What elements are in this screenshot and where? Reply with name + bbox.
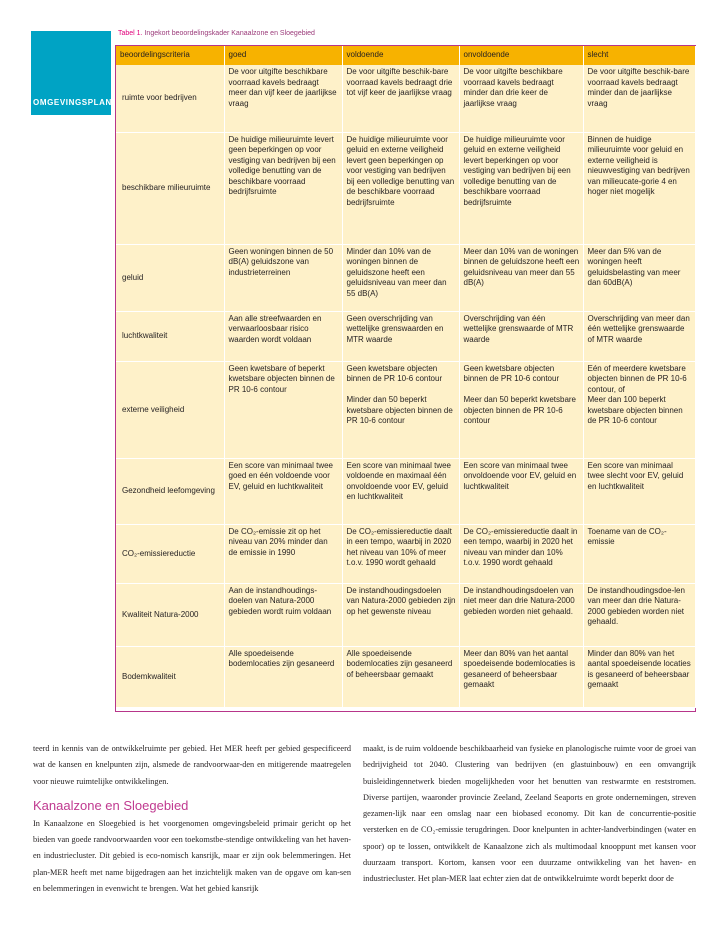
body-column-left — [33, 741, 351, 897]
caption-label: Tabel 1. — [118, 30, 143, 37]
rating-cell: De huidige milieuruimte levert geen beperkingen op voor vestiging van bedrijven bij een volledige benutting van de beschikbare voorraad bedrijfsruimte — [224, 132, 342, 244]
rating-cell: De voor uitgifte beschikbare voorraad kavels bedraagt meer dan vijf keer de jaarlijkse vraag — [224, 65, 342, 132]
table-header-row — [116, 46, 695, 65]
rating-cell: Een score van minimaal twee slecht voor EV, geluid en luchtkwaliteit — [583, 458, 695, 524]
body-column-right — [363, 741, 696, 888]
criterion-cell: ruimte voor bedrijven — [116, 65, 224, 132]
rating-cell: De instandhoudingsdoelen van niet meer dan drie Natura-2000 gebieden worden niet gehaald. — [459, 583, 583, 646]
rating-cell: Overschrijding van meer dan één wettelijke grenswaarde of MTR waarde — [583, 311, 695, 361]
rating-cell: De voor uitgifte beschik-bare voorraad kavels bedraagt minder dan de jaarlijkse vraag — [583, 65, 695, 132]
section-tab — [31, 31, 111, 115]
rating-cell: De huidige milieuruimte voor geluid en externe veiligheid levert beperkingen op voor vestiging van bedrijven bij een volledige benutting van de beschikbare voorraad bedrijfsruimte — [459, 132, 583, 244]
criterion-cell: Bodemkwaliteit — [116, 646, 224, 707]
table-row — [116, 458, 695, 524]
rating-cell: Een score van minimaal twee onvoldoende voor EV, geluid en luchtkwaliteit — [459, 458, 583, 524]
rating-cell: Overschrijding van één wettelijke grenswaarde of MTR waarde — [459, 311, 583, 361]
rating-cell: De voor uitgifte beschikbare voorraad kavels bedraagt minder dan drie keer de jaarlijkse vraag — [459, 65, 583, 132]
table-row — [116, 361, 695, 458]
rating-cell: Aan alle streefwaarden en verwaarloosbaar risico waarden wordt voldaan — [224, 311, 342, 361]
table-row — [116, 244, 695, 311]
rating-cell: Eén of meerdere kwetsbare objecten binnen de PR 10-6 contour, of Meer dan 100 beperkt kwetsbare objecten binnen de PR 10-6 contour — [583, 361, 695, 458]
rating-cell: Binnen de huidige milieuruimte voor geluid en externe veiligheid is nieuwvestiging van bedrijven van milieucate-gorie 4 en hoger niet mogelijk — [583, 132, 695, 244]
rating-cell: Een score van minimaal twee voldoende en maximaal één onvoldoende voor EV, geluid en luchtkwaliteit — [342, 458, 459, 524]
rating-cell: De CO₂-emissie zit op het niveau van 20% minder dan de emissie in 1990 — [224, 524, 342, 583]
table-row — [116, 646, 695, 707]
section-tab-label: OMGEVINGSPLAN — [33, 98, 112, 107]
rating-cell: Alle spoedeisende bodemlocaties zijn gesaneerd of beheersbaar gemaakt — [342, 646, 459, 707]
body-paragraph: In Kanaalzone en Sloegebied is het voorgenomen omgevingsbeleid primair gericht op het bieden van goede randvoorwaarden voor een toekomstbe-stendige ontwikkeling van het haven- en industriecluster. Dit gebied is eco-nomisch kansrijk, maar er zijn ook belemmeringen. Het plan-MER heeft met name bijgedragen aan het inzichtelijk maken van de opgave om kan-sen en belemmeringen in evenwicht te brengen. Wat het gebied kansrijk — [33, 818, 351, 894]
rating-cell: Toename van de CO₂-emissie — [583, 524, 695, 583]
rating-cell: Geen overschrijding van wettelijke grenswaarden en MTR waarde — [342, 311, 459, 361]
criterion-cell: externe veiligheid — [116, 361, 224, 458]
rating-cell: Geen kwetsbare objecten binnen de PR 10-6 contour Meer dan 50 beperkt kwetsbare objecten binnen de PR 10-6 contour — [459, 361, 583, 458]
rating-cell: De CO₂-emissiereductie daalt in een tempo, waarbij in 2020 het niveau van minder dan 10% t.o.v. 1990 wordt gehaald — [459, 524, 583, 583]
caption-text: Ingekort beoordelingskader Kanaalzone en Sloegebied — [144, 30, 315, 37]
assessment-table — [116, 46, 696, 708]
section-heading: Kanaalzone en Sloegebied — [33, 797, 189, 813]
criterion-cell: luchtkwaliteit — [116, 311, 224, 361]
criterion-cell: Kwaliteit Natura-2000 — [116, 583, 224, 646]
column-header: goed — [224, 46, 342, 65]
body-paragraph: maakt, is de ruim voldoende beschikbaarheid van fysieke en planologische ruimte voor de groei van bedrijvigheid tot 2040. Clustering van bedrijven (en glastuinbouw) en een omvangrijk buisleidingennetwerk bieden mogelijkheden voor het benutten van restwarmte en reststromen. Diverse partijen, waaronder provincie Zeeland, Zeeland Seaports en grote ondernemingen, streven gezamen-lijk naar een omslag naar een biobased economy. Dit kan de concurrentie-positie versterken en de CO₂-emissie terugdringen. Door knelpunten in achter-landverbindingen (water en spoor) op te lossen, ontwikkelt de Kanaalzone zich als multimodaal knooppunt met kansen voor duurzaam transport. Kortom, kansen voor een duurzame ontwikkeling van het haven- en industriecluster. Het plan-MER laat echter zien dat de ontwikkelruimte wordt beperkt door de — [363, 744, 696, 884]
rating-cell: Meer dan 5% van de woningen heeft geluidsbelasting van meer dan 60dB(A) — [583, 244, 695, 311]
criterion-cell: geluid — [116, 244, 224, 311]
rating-cell: De instandhoudingsdoe-len van meer dan drie Natura-2000 gebieden worden niet gehaald. — [583, 583, 695, 646]
rating-cell: Aan de instandhoudings-doelen van Natura-2000 gebieden wordt ruim voldaan — [224, 583, 342, 646]
table-row — [116, 524, 695, 583]
table-row — [116, 583, 695, 646]
table-row — [116, 132, 695, 244]
rating-cell: Geen kwetsbare of beperkt kwetsbare objecten binnen de PR 10-6 contour — [224, 361, 342, 458]
table-row — [116, 65, 695, 132]
intro-paragraph: teerd in kennis van de ontwikkelruimte per gebied. Het MER heeft per gebied gespecificeerd wat de kansen en knelpunten zijn, alsmede de randvoorwaar-den en mitigerende maatregelen voor nieuwe ruimtelijke ontwikkelingen. — [33, 744, 351, 786]
column-header: voldoende — [342, 46, 459, 65]
criterion-cell: CO₂-emissiereductie — [116, 524, 224, 583]
rating-cell: De voor uitgifte beschik-bare voorraad kavels bedraagt drie tot vijf keer de jaarlijkse vraag — [342, 65, 459, 132]
rating-cell: Minder dan 80% van het aantal spoedeisende locaties is gesaneerd of beheersbaar gemaakt — [583, 646, 695, 707]
rating-cell: Minder dan 10% van de woningen binnen de geluidszone heeft een geluidsniveau van meer dan 55 dB(A) — [342, 244, 459, 311]
table-row — [116, 311, 695, 361]
rating-cell: Geen kwetsbare objecten binnen de PR 10-6 contour Minder dan 50 beperkt kwetsbare objecten binnen de PR 10-6 contour — [342, 361, 459, 458]
column-header: slecht — [583, 46, 695, 65]
rating-cell: De huidige milieuruimte voor geluid en externe veiligheid levert geen beperkingen op voor vestiging van bedrijven bij een volledige benutting van de beschikbare voorraad bedrijfsruimte — [342, 132, 459, 244]
rating-cell: De CO₂-emissiereductie daalt in een tempo, waarbij in 2020 het niveau van 10% of meer t.o.v. 1990 wordt gehaald — [342, 524, 459, 583]
table-body — [116, 65, 695, 707]
criterion-cell: beschikbare milieuruimte — [116, 132, 224, 244]
rating-cell: Meer dan 80% van het aantal spoedeisende bodemlocaties is gesaneerd of beheersbaar gemaakt — [459, 646, 583, 707]
rating-cell: Meer dan 10% van de woningen binnen de geluidszone heeft een geluidsniveau van meer dan 55 dB(A) — [459, 244, 583, 311]
rating-cell: Alle spoedeisende bodemlocaties zijn gesaneerd — [224, 646, 342, 707]
rating-cell: Een score van minimaal twee goed en één voldoende voor EV, geluid en luchtkwaliteit — [224, 458, 342, 524]
column-header: onvoldoende — [459, 46, 583, 65]
rating-cell: De instandhoudingsdoelen van Natura-2000 gebieden zijn op het gewenste niveau — [342, 583, 459, 646]
column-header: beoordelingscriteria — [116, 46, 224, 65]
table-caption — [118, 30, 315, 37]
criterion-cell: Gezondheid leefomgeving — [116, 458, 224, 524]
rating-cell: Geen woningen binnen de 50 dB(A) geluidszone van industrieterreinen — [224, 244, 342, 311]
